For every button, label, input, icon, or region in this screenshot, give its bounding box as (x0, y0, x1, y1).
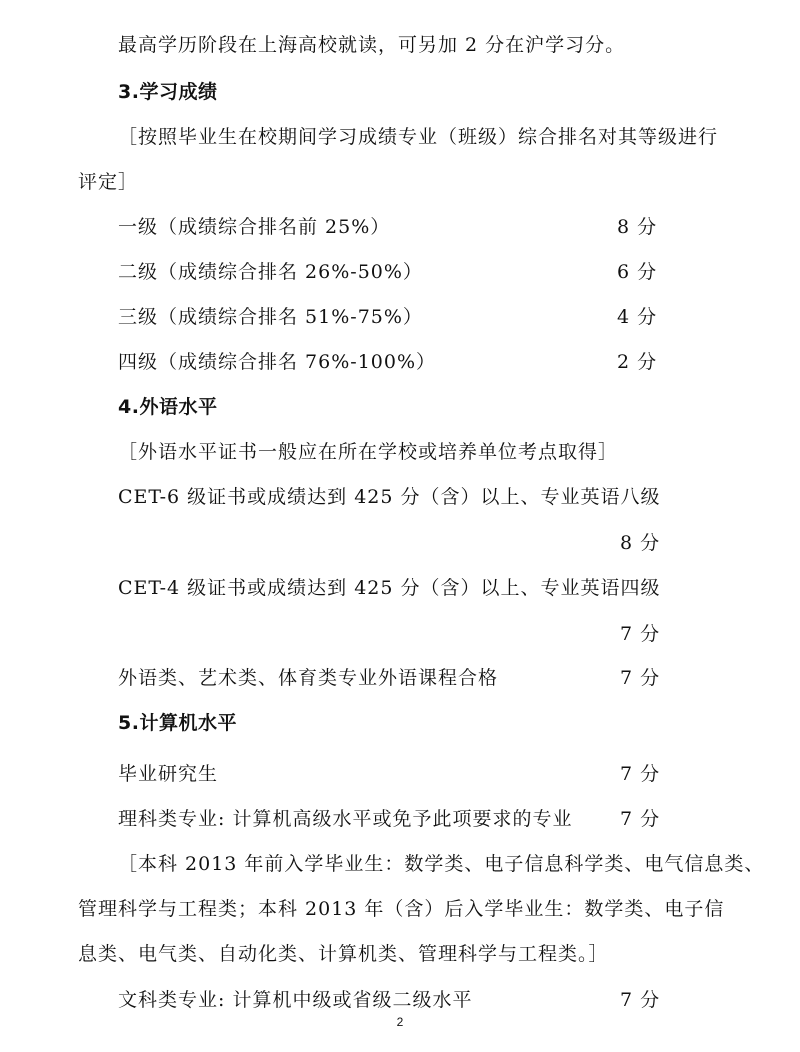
graduate-score: 7 分 (620, 763, 661, 785)
graduate-label: 毕业研究生 (118, 763, 219, 785)
grade-1-label: 一级（成绩综合排名前 25%） (118, 216, 391, 238)
section-5-heading: 5.计算机水平 (118, 712, 237, 734)
liberal-arts-major-label: 文科类专业: 计算机中级或省级二级水平 (118, 989, 473, 1011)
section-5-note-line-2: 管理科学与工程类；本科 2013 年（含）后入学毕业生：数学类、电子信 (78, 898, 725, 920)
section-3-note-line-2: 评定］ (78, 171, 139, 193)
intro-line: 最高学历阶段在上海高校就读，可另加 2 分在沪学习分。 (118, 34, 626, 56)
cet6-score: 8 分 (620, 532, 661, 554)
foreign-language-major-score: 7 分 (620, 667, 661, 689)
section-4-note: ［外语水平证书一般应在所在学校或培养单位考点取得］ (118, 441, 619, 463)
section-5-note-line-1: ［本科 2013 年前入学毕业生：数学类、电子信息科学类、电气信息类、 (118, 853, 765, 875)
science-major-label: 理科类专业: 计算机高级水平或免予此项要求的专业 (118, 808, 573, 830)
grade-4-label: 四级（成绩综合排名 76%-100%） (118, 351, 437, 373)
science-major-score: 7 分 (620, 808, 661, 830)
grade-1-score: 8 分 (617, 216, 658, 238)
liberal-arts-major-score: 7 分 (620, 989, 661, 1011)
section-5-note-line-3: 息类、电气类、自动化类、计算机类、管理科学与工程类。］ (78, 943, 609, 965)
grade-2-score: 6 分 (617, 261, 658, 283)
cet4-score: 7 分 (620, 623, 661, 645)
page-number: 2 (396, 1015, 404, 1029)
section-3-note-line-1: ［按照毕业生在校期间学习成绩专业（班级）综合排名对其等级进行 (118, 126, 719, 148)
cet4-label: CET-4 级证书或成绩达到 425 分（含）以上、专业英语四级 (118, 577, 661, 599)
section-4-heading: 4.外语水平 (118, 396, 218, 418)
grade-2-label: 二级（成绩综合排名 26%-50%） (118, 261, 423, 283)
grade-3-label: 三级（成绩综合排名 51%-75%） (118, 306, 423, 328)
cet6-label: CET-6 级证书或成绩达到 425 分（含）以上、专业英语八级 (118, 486, 661, 508)
grade-3-score: 4 分 (617, 306, 658, 328)
grade-4-score: 2 分 (617, 351, 658, 373)
section-3-heading: 3.学习成绩 (118, 81, 218, 103)
foreign-language-major-label: 外语类、艺术类、体育类专业外语课程合格 (118, 667, 499, 689)
